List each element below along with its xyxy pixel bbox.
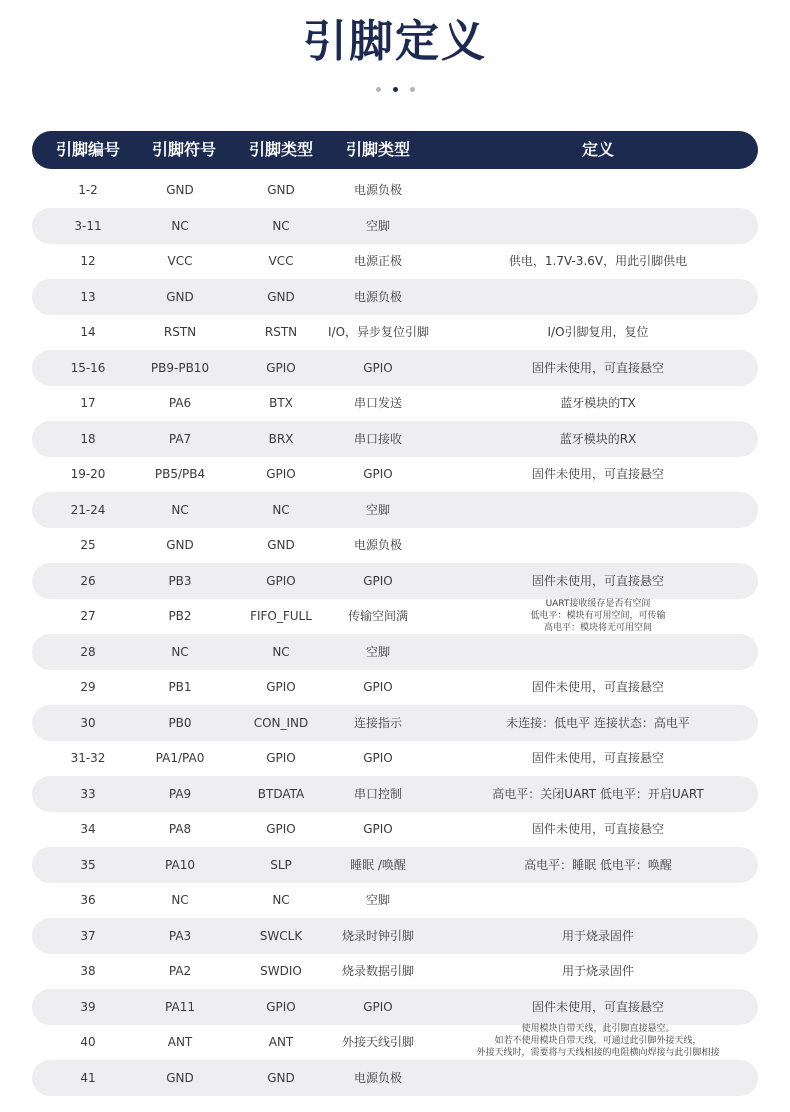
pin-type2-cell: 电源负极 — [353, 1070, 402, 1085]
pin-type-cell: GND — [267, 1070, 295, 1085]
pin-type-cell: GPIO — [266, 360, 296, 375]
definition-cell — [442, 882, 754, 918]
table-row — [32, 385, 758, 421]
pin-symbol-cell: NC — [171, 644, 189, 659]
table-row — [32, 421, 758, 457]
definition-cell: 固件未使用，可直接悬空 — [531, 360, 664, 375]
pin-symbol-cell: PB5/PB4 — [154, 467, 206, 481]
pin-number-cell: 12 — [80, 254, 96, 268]
pin-number-cell: 17 — [80, 396, 96, 410]
pin-type2-cell: 空脚 — [365, 893, 390, 907]
pin-number-cell: 19-20 — [70, 467, 106, 481]
pin-number-cell: 14 — [80, 325, 96, 339]
table-row — [32, 172, 758, 208]
header-pin-type-2: 引脚类型 — [345, 140, 410, 159]
pin-type-cell: GPIO — [266, 822, 296, 836]
note-line: 外接天线时，需要将与天线相接的电阻横向焊接与此引脚相接 — [476, 1048, 720, 1058]
pin-type2-cell: I/O，异步复位引脚 — [328, 325, 430, 339]
pin-type-cell: SLP — [270, 857, 292, 872]
pin-type2-cell: 烧录数据引脚 — [341, 964, 414, 978]
definition-cell — [442, 492, 754, 528]
pin-symbol-cell: PA2 — [168, 964, 192, 978]
definition-cell: 固件未使用，可直接悬空 — [531, 999, 664, 1014]
definition-cell — [442, 208, 754, 244]
pin-number-cell: 26 — [80, 573, 96, 588]
pin-type-cell: NC — [272, 502, 290, 517]
pin-type2-cell: 外接天线引脚 — [341, 1035, 414, 1049]
pin-type-cell: GND — [267, 289, 295, 304]
definition-cell: 未连接：低电平 连接状态：高电平 — [506, 715, 690, 730]
pin-symbol-cell: NC — [171, 502, 189, 517]
pin-number-cell: 30 — [80, 715, 96, 730]
pin-type2-cell: 睡眠 /唤醒 — [350, 857, 406, 872]
table-row — [32, 953, 758, 989]
pin-symbol-cell: GND — [166, 538, 194, 552]
pin-number-cell: 15-16 — [70, 360, 106, 375]
pin-type-cell: GPIO — [266, 680, 296, 694]
pin-symbol-cell: PA9 — [168, 786, 192, 801]
note-line: 使用模块自带天线，此引脚直接悬空。 — [521, 1024, 675, 1034]
pin-symbol-cell: NC — [171, 218, 189, 233]
pin-type2-cell: 电源负极 — [353, 538, 402, 552]
table-row — [32, 563, 758, 599]
pin-type-cell: VCC — [268, 254, 294, 268]
pin-symbol-cell: PA7 — [168, 431, 192, 446]
table-row — [32, 1060, 758, 1096]
pin-type-cell: NC — [272, 644, 290, 659]
pin-type2-cell: GPIO — [363, 999, 393, 1014]
note-line: UART接收缓存是否有空间 — [545, 599, 651, 609]
pin-symbol-cell: PA3 — [168, 928, 192, 943]
table-row — [32, 350, 758, 386]
pin-type2-cell: 空脚 — [365, 218, 390, 233]
definition-cell: 蓝牙模块的RX — [559, 431, 637, 446]
pin-symbol-cell: PA11 — [165, 999, 195, 1014]
pin-number-cell: 18 — [80, 431, 96, 446]
definition-cell: I/O引脚复用，复位 — [547, 325, 649, 339]
pin-type2-cell: GPIO — [363, 751, 393, 765]
table-row — [32, 208, 758, 244]
table-row — [32, 669, 758, 705]
table-row — [32, 527, 758, 563]
page-dot[interactable] — [376, 87, 381, 92]
pin-symbol-cell: PB2 — [168, 609, 192, 623]
pin-symbol-cell: ANT — [167, 1035, 193, 1049]
pin-number-cell: 29 — [80, 680, 96, 694]
definition-cell: 用于烧录固件 — [561, 928, 634, 943]
pin-type2-cell: 连接指示 — [353, 715, 402, 730]
pin-number-cell: 38 — [80, 964, 96, 978]
pin-symbol-cell: RSTN — [163, 325, 197, 339]
pin-type2-cell: GPIO — [363, 680, 393, 694]
table-row — [32, 243, 758, 279]
header-pin-symbol: 引脚符号 — [151, 140, 216, 159]
definition-note — [442, 598, 754, 634]
definition-cell: 蓝牙模块的TX — [560, 396, 636, 410]
pin-symbol-cell: PB0 — [168, 715, 192, 730]
page-title: 引脚定义 — [303, 16, 487, 67]
table-row — [32, 492, 758, 528]
pin-type-cell: NC — [272, 893, 290, 907]
pin-type2-cell: 空脚 — [365, 502, 390, 517]
pin-symbol-cell: NC — [171, 893, 189, 907]
pin-number-cell: 21-24 — [70, 502, 106, 517]
pin-type2-cell: 烧录时钟引脚 — [341, 928, 414, 943]
definition-cell — [442, 172, 754, 208]
pin-symbol-cell: GND — [166, 1070, 194, 1085]
pin-type-cell: BRX — [268, 431, 294, 446]
pin-symbol-cell: PB1 — [168, 680, 192, 694]
definition-cell — [442, 634, 754, 670]
note-line: 低电平：模块有可用空间，可传输 — [530, 611, 666, 621]
table-row — [32, 918, 758, 954]
pin-type2-cell: GPIO — [363, 467, 393, 481]
note-line: 如若不使用模块自带天线，可通过此引脚外接天线， — [494, 1036, 702, 1046]
definition-cell: 供电，1.7V-3.6V，用此引脚供电 — [508, 254, 688, 268]
header-definition: 定义 — [581, 140, 614, 159]
pin-symbol-cell: GND — [166, 289, 194, 304]
table-header — [32, 131, 758, 169]
table-row — [32, 705, 758, 741]
pin-type-cell: GPIO — [266, 573, 296, 588]
table-row — [32, 740, 758, 776]
pin-symbol-cell: PA1/PA0 — [155, 751, 205, 765]
pin-number-cell: 3-11 — [74, 218, 102, 233]
pin-number-cell: 40 — [80, 1035, 96, 1049]
pin-type2-cell: 空脚 — [365, 644, 390, 659]
pin-type-cell: GPIO — [266, 999, 296, 1014]
pin-type-cell: FIFO_FULL — [250, 609, 312, 623]
table-row — [32, 279, 758, 315]
pin-number-cell: 35 — [80, 857, 96, 872]
pin-number-cell: 41 — [80, 1070, 96, 1085]
note-line: 高电平：模块将无可用空间 — [543, 623, 652, 633]
definition-cell: 固件未使用，可直接悬空 — [531, 467, 664, 481]
pin-definition-table — [32, 131, 758, 1085]
pin-type2-cell: GPIO — [363, 360, 393, 375]
pin-symbol-cell: VCC — [167, 254, 193, 268]
table-row — [32, 776, 758, 812]
definition-cell — [442, 1060, 754, 1096]
pin-symbol-cell: PA8 — [168, 822, 192, 836]
pin-type-cell: GPIO — [266, 467, 296, 481]
pin-type2-cell: 串口接收 — [353, 431, 402, 446]
pin-number-cell: 25 — [80, 538, 96, 552]
pin-type-cell: NC — [272, 218, 290, 233]
table-row — [32, 847, 758, 883]
table-row — [32, 811, 758, 847]
header-pin-number: 引脚编号 — [55, 140, 120, 159]
pin-type-cell: CON_IND — [253, 715, 309, 730]
pin-type2-cell: 传输空间满 — [347, 609, 408, 623]
table-row — [32, 634, 758, 670]
pin-number-cell: 1-2 — [78, 183, 98, 197]
pin-type-cell: GPIO — [266, 751, 296, 765]
definition-cell: 高电平：关闭UART 低电平：开启UART — [492, 786, 704, 801]
table-row — [32, 882, 758, 918]
pin-type2-cell: 电源负极 — [353, 289, 402, 304]
pin-number-cell: 33 — [80, 786, 96, 801]
definition-cell — [442, 527, 754, 563]
definition-cell: 固件未使用，可直接悬空 — [531, 573, 664, 588]
pin-type-cell: ANT — [268, 1035, 294, 1049]
pin-number-cell: 37 — [80, 928, 96, 943]
pin-type-cell: SWCLK — [259, 928, 303, 943]
definition-cell: 用于烧录固件 — [561, 964, 634, 978]
pin-number-cell: 34 — [80, 822, 96, 836]
pin-type-cell: SWDIO — [260, 964, 302, 978]
table-row — [32, 989, 758, 1025]
pin-type-cell: BTX — [269, 396, 293, 410]
pin-symbol-cell: PA10 — [165, 857, 195, 872]
pin-type2-cell: 电源负极 — [353, 183, 402, 197]
pin-type-cell: BTDATA — [257, 786, 305, 801]
pin-type2-cell: 串口发送 — [353, 396, 402, 410]
pin-symbol-cell: PB9-PB10 — [150, 360, 210, 375]
pin-number-cell: 28 — [80, 644, 96, 659]
pin-number-cell: 31-32 — [70, 751, 106, 765]
pin-type2-cell: GPIO — [363, 822, 393, 836]
definition-cell: 高电平：睡眠 低电平：唤醒 — [524, 857, 672, 872]
header-pin-type: 引脚类型 — [248, 140, 313, 159]
pin-type-cell: RSTN — [264, 325, 298, 339]
definition-cell: 固件未使用，可直接悬空 — [531, 751, 664, 765]
pin-number-cell: 13 — [80, 289, 96, 304]
definition-cell — [442, 279, 754, 315]
definition-cell: 固件未使用，可直接悬空 — [531, 822, 664, 836]
definition-note — [442, 1023, 754, 1059]
pin-number-cell: 39 — [80, 999, 96, 1014]
pin-number-cell: 36 — [80, 893, 96, 907]
definition-cell: 固件未使用，可直接悬空 — [531, 680, 664, 694]
pin-number-cell: 27 — [80, 609, 96, 623]
pin-type-cell: GND — [267, 538, 295, 552]
pin-type2-cell: GPIO — [363, 573, 393, 588]
pin-type2-cell: 电源正极 — [353, 254, 402, 268]
table-row — [32, 456, 758, 492]
pin-type-cell: GND — [267, 183, 295, 197]
pin-symbol-cell: PB3 — [168, 573, 192, 588]
table-row — [32, 314, 758, 350]
pin-type2-cell: 串口控制 — [353, 786, 402, 801]
pagination-dots — [0, 77, 790, 96]
pin-symbol-cell: PA6 — [168, 396, 192, 410]
page-dot[interactable] — [410, 87, 415, 92]
pin-symbol-cell: GND — [166, 183, 194, 197]
page-dot-active[interactable] — [393, 87, 398, 92]
